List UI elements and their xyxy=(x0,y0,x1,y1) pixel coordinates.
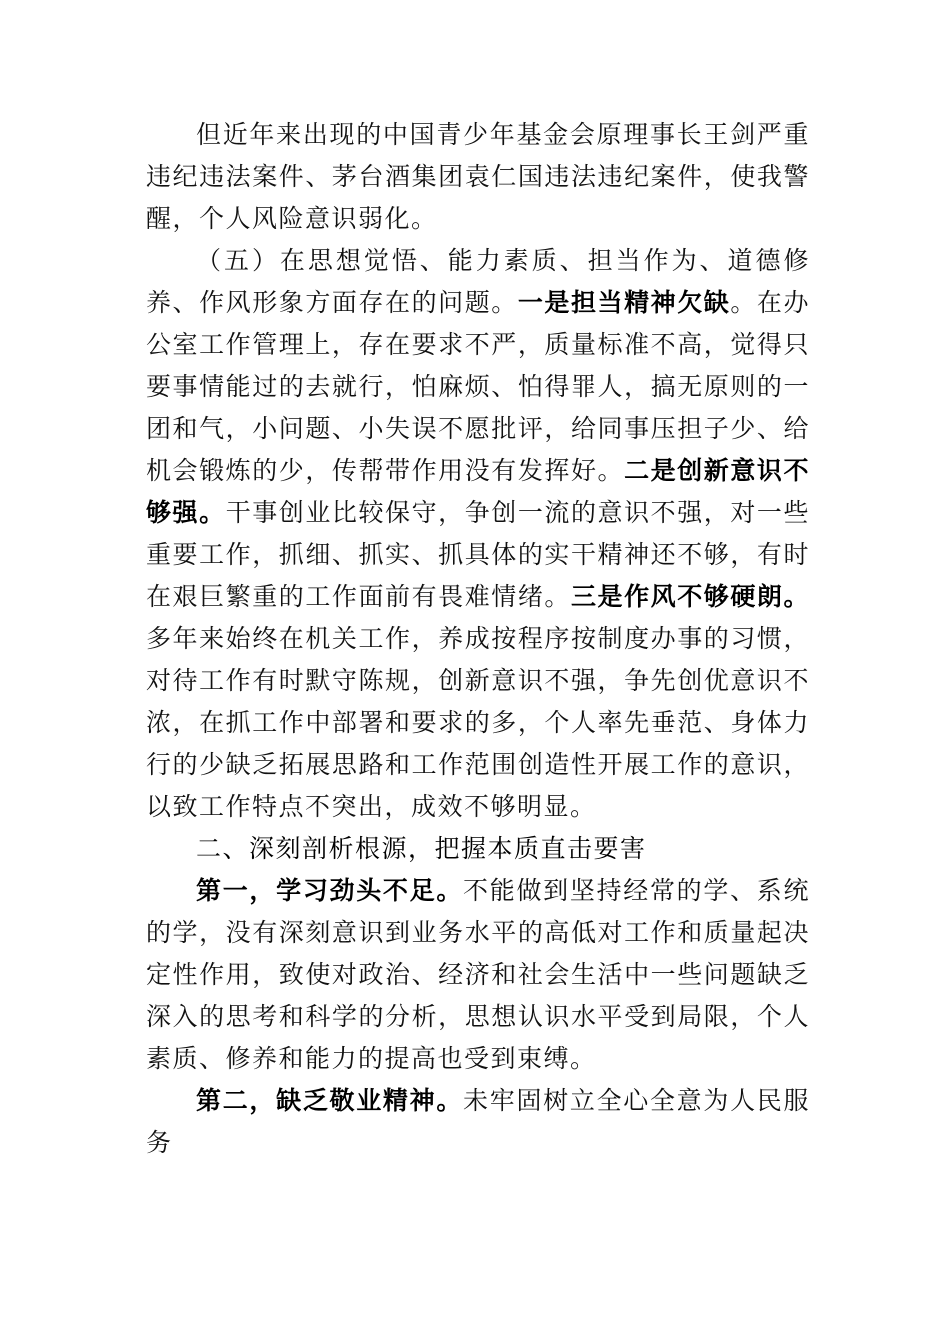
paragraph-text: 未牢固树立全心全意为人民服务 xyxy=(146,1086,810,1157)
paragraph-text: 多年来始终在机关工作，养成按程序按制度办事的习惯，对待工作有时默守陈规，创新意识不强，争先创优意识不浓，在抓工作中部署和要求的多，个人率先垂范、身体力行的少缺乏拓展思路和工作范围创造性开展工作的意识，以致工作特点不突出，成效不够明显。 xyxy=(146,624,810,821)
paragraph-study-motivation xyxy=(146,870,810,1080)
paragraph-text: （五）在思想觉悟、能力素质、担当作为、道德修养、作风形象方面存在的问题。 xyxy=(146,246,810,317)
bold-point-two: 二是创新意识不够强。 xyxy=(146,456,810,527)
bold-point-first: 第一，学习劲头不足。 xyxy=(196,876,464,905)
paragraph-dedication xyxy=(146,1080,810,1164)
bold-point-one: 一是担当精神欠缺 xyxy=(517,288,731,317)
section-heading-text: 二、深刻剖析根源，把握本质直击要害 xyxy=(196,834,647,863)
bold-point-three: 三是作风不够硬朗。 xyxy=(570,582,810,611)
paragraph-text: 干事创业比较保守，争创一流的意识不强，对一些重要工作，抓细、抓实、抓具体的实干精神还不够，有时在艰巨繁重的工作面前有畏难情绪。 xyxy=(146,498,810,611)
document-body xyxy=(146,114,810,1164)
paragraph-risk-awareness xyxy=(146,114,810,240)
paragraph-text: 。在办公室工作管理上，存在要求不严，质量标准不高，觉得只要事情能过的去就行，怕麻烦、怕得罪人，搞无原则的一团和气，小问题、小失误不愿批评，给同事压担子少、给机会锻炼的少，传帮带作用没有发挥好。 xyxy=(146,288,810,485)
paragraph-text: 不能做到坚持经常的学、系统的学，没有深刻意识到业务水平的高低对工作和质量起决定性作用，致使对政治、经济和社会生活中一些问题缺乏深入的思考和科学的分析，思想认识水平受到局限，个人素质、修养和能力的提高也受到束缚。 xyxy=(146,876,810,1073)
paragraph-existing-problems xyxy=(146,240,810,828)
section-heading xyxy=(146,828,810,870)
paragraph-text: 但近年来出现的中国青少年基金会原理事长王剑严重违纪违法案件、茅台酒集团袁仁国违法违纪案件，使我警醒，个人风险意识弱化。 xyxy=(146,120,810,233)
bold-point-second: 第二，缺乏敬业精神。 xyxy=(196,1086,464,1115)
